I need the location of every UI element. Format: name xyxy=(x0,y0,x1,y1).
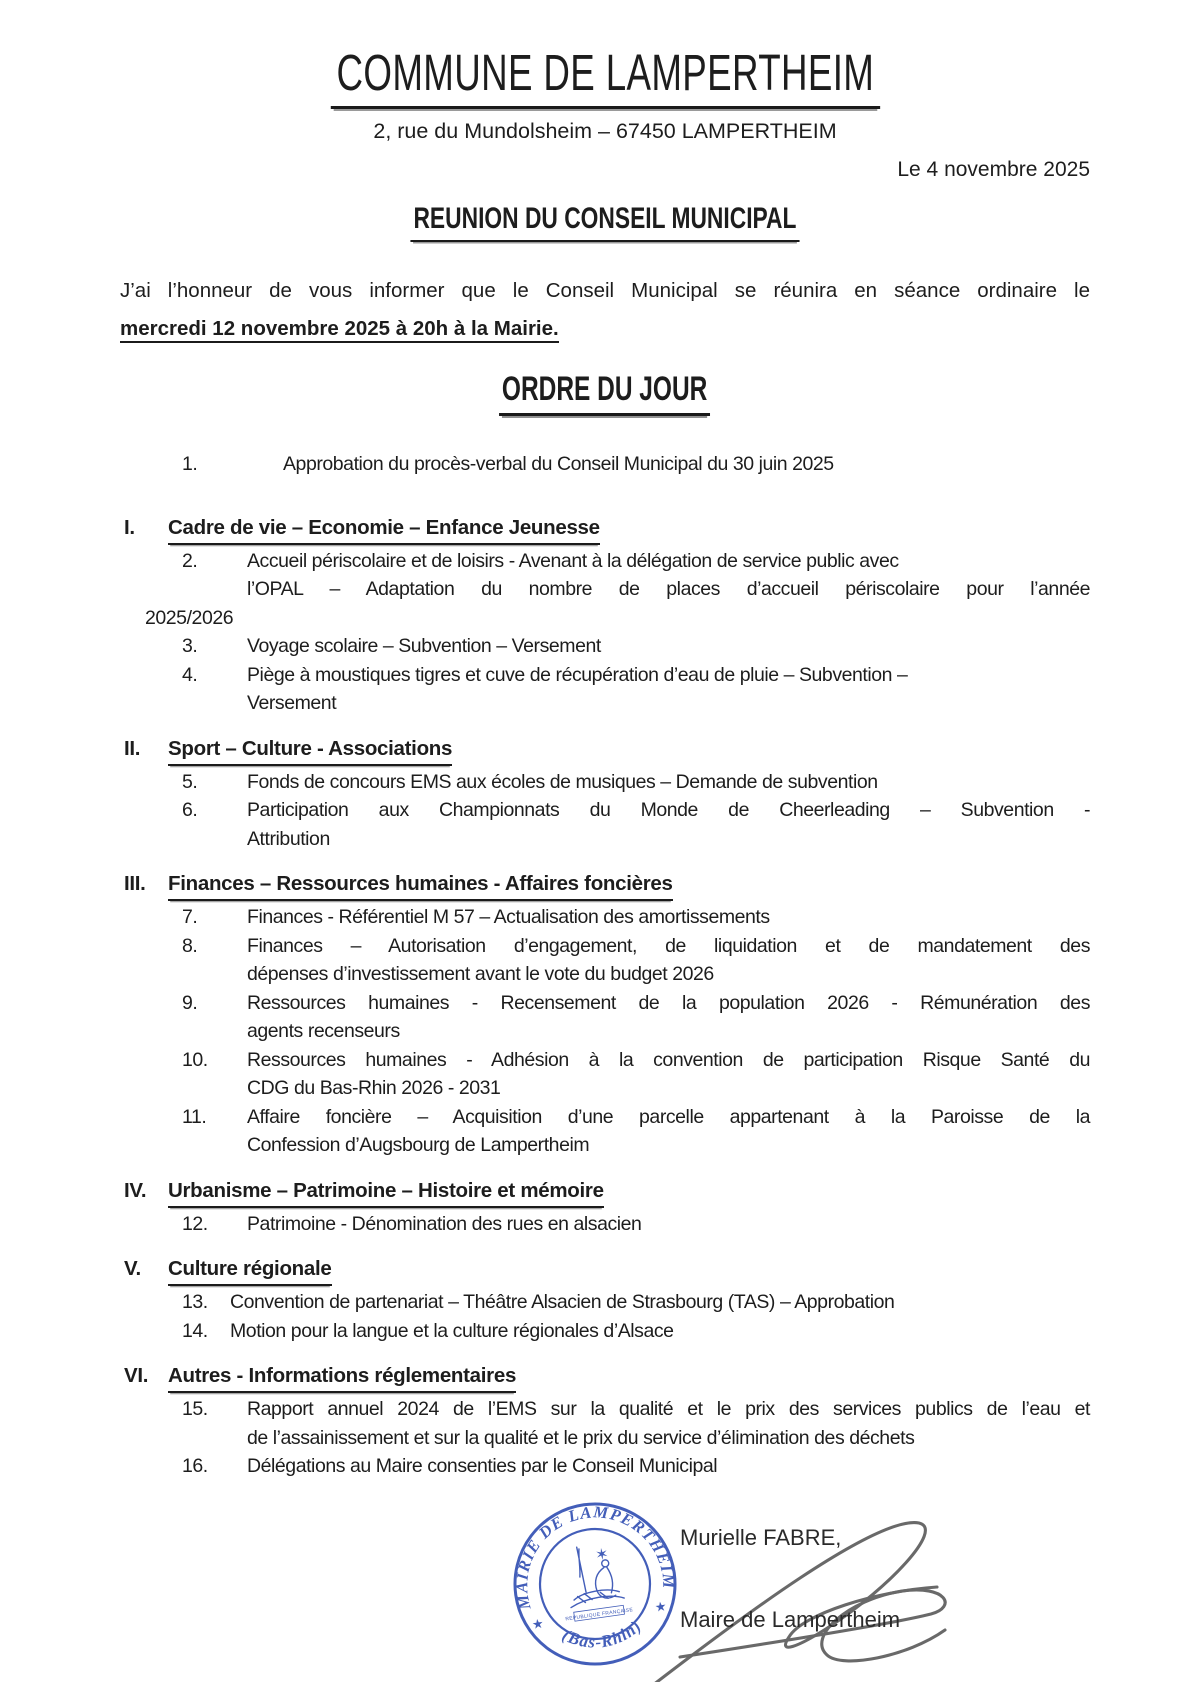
agenda-section-heading xyxy=(120,1254,1090,1286)
agenda-title-row xyxy=(120,370,1090,416)
agenda-item-number: 15. xyxy=(182,1398,208,1421)
meeting-title-row xyxy=(120,202,1090,242)
signature-area xyxy=(120,1485,1090,1682)
agenda-item xyxy=(120,768,1090,797)
section-title: Cadre de vie – Economie – Enfance Jeunesse xyxy=(168,513,600,545)
agenda-item-text: Confession d’Augsbourg de Lampertheim xyxy=(247,1134,590,1157)
agenda-item xyxy=(120,796,1090,853)
section-title: Culture régionale xyxy=(168,1254,332,1286)
intro-paragraph xyxy=(120,272,1090,348)
stamp-emblem xyxy=(556,1540,634,1622)
agenda-item-text: Piège à moustiques tigres et cuve de récupération d’eau de pluie – Subvention – xyxy=(247,663,908,686)
section-numeral: I. xyxy=(124,515,135,539)
agenda-item-text: Finances – Autorisation d’engagement, de liquidation et de mandatement des xyxy=(247,934,1090,957)
agenda-item-number: 3. xyxy=(182,635,198,658)
agenda-item-number: 4. xyxy=(182,663,198,686)
agenda xyxy=(120,450,1090,1481)
agenda-item-number: 16. xyxy=(182,1455,208,1478)
agenda-section-heading xyxy=(120,513,1090,545)
agenda-item-number: 8. xyxy=(182,934,198,957)
section-title: Urbanisme – Patrimoine – Histoire et mémoire xyxy=(168,1176,604,1208)
agenda-item-number: 10. xyxy=(182,1048,208,1071)
agenda-item xyxy=(120,932,1090,989)
agenda-item xyxy=(120,903,1090,932)
agenda-section-heading xyxy=(120,1176,1090,1208)
agenda-item xyxy=(120,450,1090,479)
section-numeral: IV. xyxy=(124,1178,147,1202)
agenda-item xyxy=(120,989,1090,1046)
intro-emphasis: mercredi 12 novembre 2025 à 20h à la Mairie. xyxy=(120,317,559,343)
agenda-item xyxy=(120,632,1090,661)
agenda-item-tail: 2025/2026 xyxy=(145,606,234,629)
stamp-bottom-text: (Bas-Rhin) xyxy=(559,1615,646,1652)
agenda-item-text: Finances - Référentiel M 57 – Actualisation des amortissements xyxy=(247,906,770,929)
agenda-item-number: 7. xyxy=(182,906,198,929)
commune-name: COMMUNE DE LAMPERTHEIM xyxy=(330,46,879,109)
agenda-item-text: dépenses d’investissement avant le vote du budget 2026 xyxy=(247,963,714,986)
agenda-item-number: 9. xyxy=(182,991,198,1014)
agenda-item-text: Ressources humaines - Adhésion à la convention de participation Risque Santé du xyxy=(247,1048,1090,1071)
agenda-preamble xyxy=(120,450,1090,479)
stamp-star-left: ★ xyxy=(531,1615,545,1632)
agenda-item xyxy=(120,1046,1090,1103)
stamp-star-right: ★ xyxy=(653,1597,668,1615)
intro-line: J’ai l’honneur de vous informer que le Conseil Municipal se réunira en séance ordinaire le xyxy=(120,279,1090,303)
section-title: Autres - Informations réglementaires xyxy=(168,1361,516,1393)
letter-date: Le 4 novembre 2025 xyxy=(897,158,1090,182)
agenda-item-number: 6. xyxy=(182,799,198,822)
agenda-item xyxy=(120,1317,1090,1346)
agenda-item xyxy=(120,661,1090,718)
agenda-item-number: 11. xyxy=(182,1105,207,1128)
agenda-item-number: 1. xyxy=(182,453,198,476)
agenda-item-text: Voyage scolaire – Subvention – Versement xyxy=(247,635,601,658)
agenda-item-text: Motion pour la langue et la culture régionales d’Alsace xyxy=(230,1319,674,1342)
letterhead xyxy=(120,46,1090,109)
agenda-item-text: Participation aux Championnats du Monde de Cheerleading – Subvention - xyxy=(247,799,1090,822)
agenda-item-text: Approbation du procès-verbal du Conseil Municipal du 30 juin 2025 xyxy=(283,453,834,476)
agenda-item-text: Rapport annuel 2024 de l’EMS sur la qualité et le prix des services publics de l’eau et xyxy=(247,1398,1090,1421)
agenda-section-heading xyxy=(120,1361,1090,1393)
section-numeral: III. xyxy=(124,872,146,896)
section-numeral: II. xyxy=(124,736,141,760)
agenda-item-text: Accueil périscolaire et de loisirs - Avenant à la délégation de service public avec xyxy=(247,549,899,572)
agenda-item xyxy=(120,547,1090,604)
signer-role: Maire de Lampertheim xyxy=(680,1606,901,1632)
section-title: Finances – Ressources humaines - Affaires foncières xyxy=(168,869,673,901)
agenda-item-text: de l’assainissement et sur la qualité et le prix du service d’élimination des déchets xyxy=(247,1426,915,1449)
agenda-item xyxy=(120,1210,1090,1239)
agenda-title: ORDRE DU JOUR xyxy=(499,370,710,416)
section-numeral: VI. xyxy=(124,1364,149,1388)
section-title: Sport – Culture - Associations xyxy=(168,734,452,766)
agenda-item-text: CDG du Bas-Rhin 2026 - 2031 xyxy=(247,1077,501,1100)
meeting-title: REUNION DU CONSEIL MUNICIPAL xyxy=(410,202,799,242)
agenda-item-text: agents recenseurs xyxy=(247,1020,400,1043)
agenda-item-number: 13. xyxy=(182,1291,208,1314)
svg-text:✶: ✶ xyxy=(594,1545,610,1565)
agenda-item-text: Convention de partenariat – Théâtre Alsacien de Strasbourg (TAS) – Approbation xyxy=(230,1291,895,1314)
agenda-item-text: Patrimoine - Dénomination des rues en alsacien xyxy=(247,1212,642,1235)
agenda-section-heading xyxy=(120,734,1090,766)
agenda-item-number: 5. xyxy=(182,770,198,793)
agenda-item-number: 2. xyxy=(182,549,198,572)
agenda-item-text: l’OPAL – Adaptation du nombre de places d’accueil périscolaire pour l’année xyxy=(247,578,1090,601)
agenda-item-number: 12. xyxy=(182,1212,208,1235)
agenda-item-text: Affaire foncière – Acquisition d’une parcelle appartenant à la Paroisse de la xyxy=(247,1105,1090,1128)
agenda-item-text: Ressources humaines - Recensement de la population 2026 - Rémunération des xyxy=(247,991,1090,1014)
agenda-item xyxy=(120,1103,1090,1160)
agenda-item-text: Attribution xyxy=(247,827,330,850)
stamp-center-caption: REPUBLIQUE FRANÇAISE xyxy=(565,1606,634,1622)
agenda-item xyxy=(120,1395,1090,1452)
signer-name: Murielle FABRE, xyxy=(680,1524,842,1550)
agenda-item-text: Fonds de concours EMS aux écoles de musiques – Demande de subvention xyxy=(247,770,878,793)
agenda-item-text: Versement xyxy=(247,692,337,715)
agenda-item xyxy=(120,1288,1090,1317)
commune-address: 2, rue du Mundolsheim – 67450 LAMPERTHEIM xyxy=(373,119,837,144)
agenda-item-number: 14. xyxy=(182,1319,208,1342)
agenda-item-text: Délégations au Maire consenties par le Conseil Municipal xyxy=(247,1455,718,1478)
agenda-item xyxy=(120,1452,1090,1481)
section-numeral: V. xyxy=(124,1257,141,1281)
agenda-section-heading xyxy=(120,869,1090,901)
stamp-top-text: MAIRIE DE LAMPERTHEIM xyxy=(512,1501,679,1612)
